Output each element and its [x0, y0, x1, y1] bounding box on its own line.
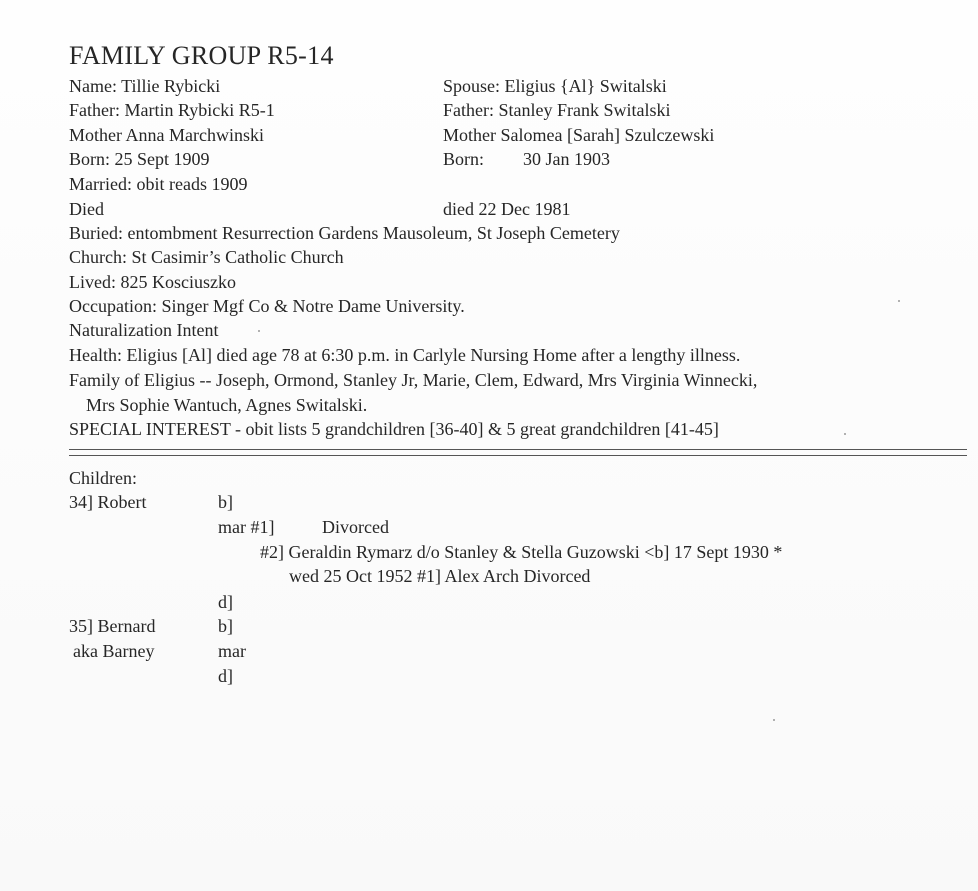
child-34-name: 34] Robert — [69, 492, 147, 512]
occupation-line: Occupation: Singer Mgf Co & Notre Dame University. — [69, 296, 465, 316]
father-line: Father: Martin Rybicki R5-1 — [69, 100, 275, 120]
died-line: Died — [69, 199, 104, 219]
spouse-born-label: Born: — [443, 149, 485, 169]
spouse-line: Spouse: Eligius {Al} Switalski — [443, 76, 667, 96]
buried-line: Buried: entombment Resurrection Gardens Mausoleum, St Joseph Cemetery — [69, 223, 620, 243]
double-divider — [69, 449, 967, 456]
child-34-died: d] — [218, 592, 233, 612]
mother-line: Mother Anna Marchwinski — [69, 125, 264, 145]
page-title: FAMILY GROUP R5-14 — [69, 41, 334, 70]
child-34-mar2: #2] Geraldin Rymarz d/o Stanley & Stella Guzowski <b] 17 Sept 1930 * — [260, 542, 783, 562]
scan-speck — [844, 433, 846, 435]
child-35-aka: aka Barney — [73, 641, 155, 661]
spouse-father-line: Father: Stanley Frank Switalski — [443, 100, 671, 120]
lived-line: Lived: 825 Kosciuszko — [69, 272, 236, 292]
naturalization-line: Naturalization Intent — [69, 320, 219, 340]
married-line: Married: obit reads 1909 — [69, 174, 248, 194]
family-line-2: Mrs Sophie Wantuch, Agnes Switalski. — [86, 395, 368, 415]
child-34-mar1-value: Divorced — [322, 517, 389, 537]
special-interest-line: SPECIAL INTEREST - obit lists 5 grandchildren [36-40] & 5 great grandchildren [41-45] — [69, 419, 719, 439]
child-35-born: b] — [218, 616, 233, 636]
child-35-mar: mar — [218, 641, 246, 661]
church-line: Church: St Casimir’s Catholic Church — [69, 247, 344, 267]
spouse-died-line: died 22 Dec 1981 — [443, 199, 571, 219]
spouse-born-date: 30 Jan 1903 — [523, 149, 610, 169]
scan-speck — [898, 300, 900, 302]
scan-speck — [773, 719, 775, 721]
child-35-name: 35] Bernard — [69, 616, 156, 636]
scan-speck — [258, 330, 260, 332]
children-label: Children: — [69, 468, 137, 488]
health-line: Health: Eligius [Al] died age 78 at 6:30 p.m. in Carlyle Nursing Home after a lengthy illness. — [69, 345, 741, 365]
family-line-1: Family of Eligius -- Joseph, Ormond, Stanley Jr, Marie, Clem, Edward, Mrs Virginia Winnecki, — [69, 370, 758, 390]
child-35-died: d] — [218, 666, 233, 686]
child-34-mar1-label: mar #1] — [218, 517, 275, 537]
name-line: Name: Tillie Rybicki — [69, 76, 221, 96]
spouse-mother-line: Mother Salomea [Sarah] Szulczewski — [443, 125, 715, 145]
child-34-wed: wed 25 Oct 1952 #1] Alex Arch Divorced — [289, 566, 591, 586]
child-34-born: b] — [218, 492, 233, 512]
born-line: Born: 25 Sept 1909 — [69, 149, 210, 169]
